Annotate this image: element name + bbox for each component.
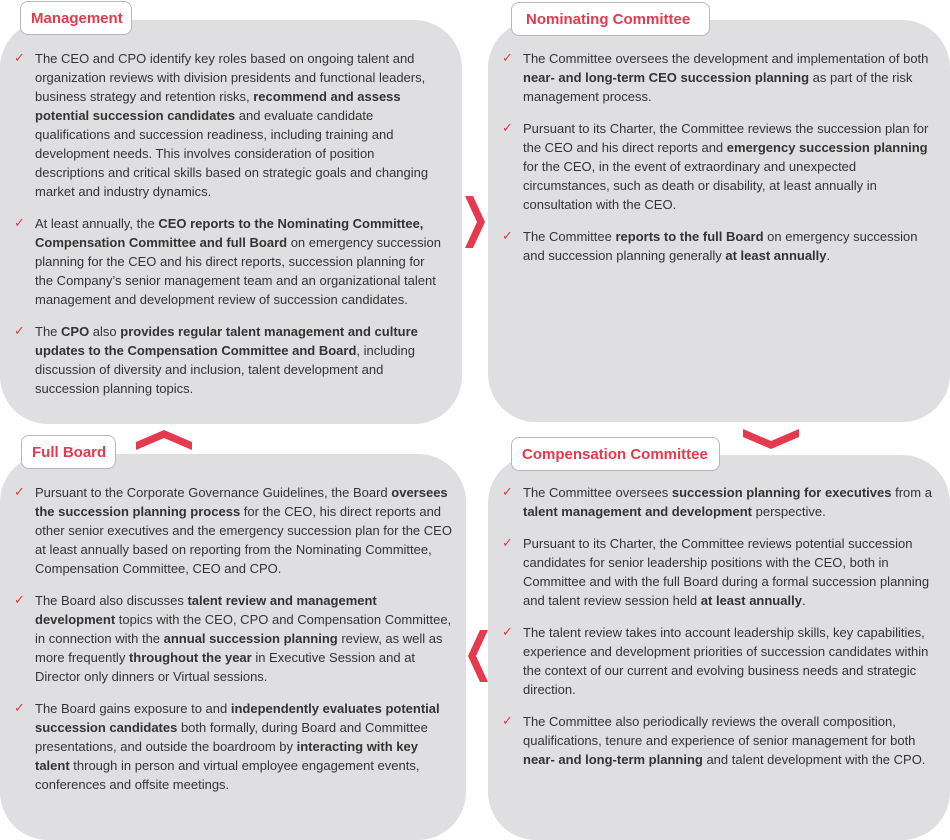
chevron-up-icon	[136, 428, 192, 452]
checkmark-icon: ✓	[502, 228, 513, 243]
list-item: ✓ The CPO also provides regular talent management and culture updates to the Compensation Committee and Board, including discussion of diversity and inclusion, talent development and succession planning topics.	[14, 323, 418, 396]
management-title: Management	[20, 1, 132, 35]
nominating-committee-title: Nominating Committee	[511, 2, 710, 36]
full-board-bullet-list	[14, 483, 452, 794]
list-item: ✓ Pursuant to its Charter, the Committee reviews the succession plan for the CEO and his direct reports and emergency succession planning for the CEO, in the event of extraordinary and unexpected circumstances, such as death or disability, at least annually in consultation with the CEO.	[502, 120, 929, 212]
compensation-committee-panel	[488, 455, 950, 840]
checkmark-icon: ✓	[14, 592, 25, 607]
checkmark-icon: ✓	[502, 713, 513, 728]
chevron-down-icon	[743, 427, 799, 451]
list-item: ✓ Pursuant to its Charter, the Committee reviews potential succession candidates for senior leadership positions with the CEO, both in Committee and with the full Board during a formal succession planning and talent review session held at least annually.	[502, 535, 930, 608]
compensation-bullet-list	[502, 483, 944, 769]
list-item: ✓ The Committee oversees succession planning for executives from a talent management and development perspective.	[502, 484, 932, 519]
nominating-committee-panel	[488, 20, 950, 422]
management-panel	[0, 20, 462, 424]
checkmark-icon: ✓	[14, 323, 25, 338]
compensation-committee-title: Compensation Committee	[511, 437, 720, 471]
management-bullet-list	[14, 49, 446, 398]
checkmark-icon: ✓	[502, 50, 513, 65]
checkmark-icon: ✓	[14, 484, 25, 499]
list-item: ✓ At least annually, the CEO reports to the Nominating Committee, Compensation Committee and full Board on emergency succession planning for the CEO and his direct reports, succession planning for the Company’s senior management team and an organizational talent management and development review of succession candidates.	[14, 215, 441, 307]
checkmark-icon: ✓	[502, 484, 513, 499]
checkmark-icon: ✓	[14, 700, 25, 715]
chevron-left-icon	[466, 630, 490, 682]
list-item: ✓ The Committee also periodically reviews the overall composition, qualifications, tenure and experience of senior management for both near- and long-term planning and talent development with the CPO.	[502, 713, 926, 767]
full-board-title: Full Board	[21, 435, 116, 469]
list-item: ✓ The Board also discusses talent review and management development topics with the CEO, CPO and Compensation Committee, in connection with the annual succession planning review, as well as more frequently throughout the year in Executive Session and at Director only dinners or Virtual sessions.	[14, 592, 452, 684]
checkmark-icon: ✓	[14, 50, 25, 65]
list-item: ✓ The Committee reports to the full Board on emergency succession and succession planning generally at least annually.	[502, 228, 918, 263]
list-item: ✓ The Board gains exposure to and independently evaluates potential succession candidates both formally, during Board and Committee presentations, and outside the boardroom by interacting with key talent through in person and virtual employee engagement events, conferences and offsite meetings.	[14, 700, 440, 792]
checkmark-icon: ✓	[502, 535, 513, 550]
checkmark-icon: ✓	[14, 215, 25, 230]
full-board-panel	[0, 454, 466, 840]
checkmark-icon: ✓	[502, 120, 513, 135]
nominating-bullet-list	[502, 49, 940, 265]
chevron-right-icon	[463, 196, 487, 248]
list-item: ✓ The talent review takes into account leadership skills, key capabilities, experience and development priorities of succession candidates within the context of our current and evolving business needs and strategic direction.	[502, 624, 929, 697]
checkmark-icon: ✓	[502, 624, 513, 639]
list-item: ✓ Pursuant to the Corporate Governance Guidelines, the Board oversees the succession planning process for the CEO, his direct reports and other senior executives and the emergency succession plan for the CEO at least annually based on reporting from the Nominating Committee, Compensation Committee, CEO and CPO.	[14, 484, 452, 576]
list-item: ✓ The Committee oversees the development and implementation of both near- and long-term CEO succession planning as part of the risk management process.	[502, 50, 929, 104]
list-item: ✓ The CEO and CPO identify key roles based on ongoing talent and organization reviews with division presidents and functional leaders, business strategy and retention risks, recommend and assess potential succession candidates and evaluate candidate qualifications and succession readiness, including training and development needs. This involves consideration of position descriptions and critical skills based on strategic goals and changing market and industry dynamics.	[14, 50, 429, 199]
